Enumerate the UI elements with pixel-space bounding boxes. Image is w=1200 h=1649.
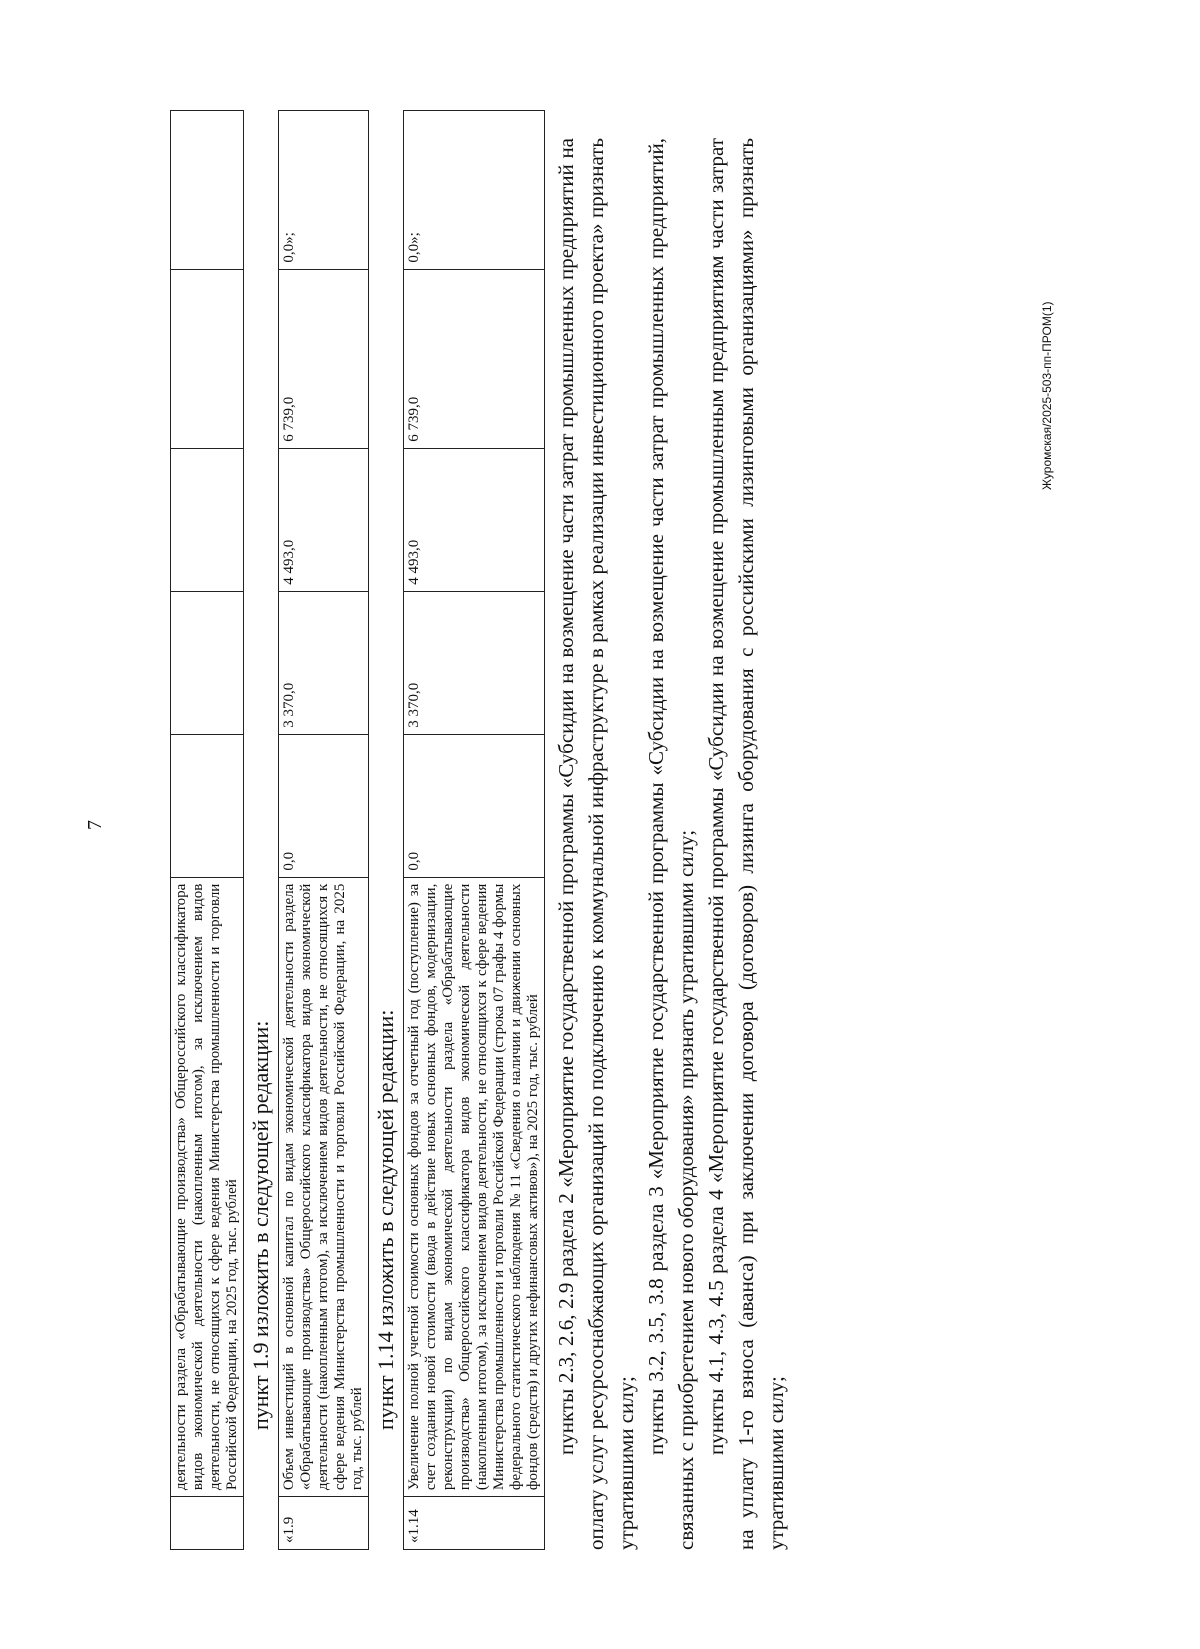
- cell-indicator: Увеличение полной учетной стоимости основных фондов за отчетный год (поступление) за счет создания новой стоимости (ввода в действие новых основных фондов, модернизации, реконструкции) по видам экономической деятельности раздела «Обрабатывающие производства» Общероссийского классификатора видов экономической деятельности (накопленным итогом), за исключением видов деятельности, не относящихся к сфере ведения Министерства промышленности и торговли Российской Федерации (строка 07 графы 4 формы федерального статистического наблюдения № 11 «Сведения о наличии и движении основных фондов (средств) и других нефинансовых активов»), на 2025 год, тыс. рублей: [404, 877, 545, 1497]
- cell-value: 0,0: [279, 734, 369, 877]
- cell-value: 0,0: [404, 734, 545, 877]
- cell-value: 3 370,0: [404, 591, 545, 734]
- table-row: [279, 111, 369, 1550]
- cell-value: 4 493,0: [404, 448, 545, 591]
- section-heading-1-9: пункт 1.9 изложить в следующей редакции:: [248, 1020, 273, 1430]
- cell-value: 0,0»;: [404, 111, 545, 270]
- paragraph: пункты 2.3, 2.6, 2.9 раздела 2 «Мероприятие государственной программы «Субсидии на возмещение части затрат промышленных предприятий на оплату услуг ресурсоснабжающих организаций по подключению к коммунальной инфраструктуре в рамках реализации инвестиционного проекта» признать утратившими силу;: [554, 138, 638, 1550]
- table-row: [404, 111, 545, 1550]
- cell-value: [171, 111, 244, 270]
- table-row: [171, 111, 244, 1550]
- cell-number: [171, 1497, 244, 1550]
- cell-value: 6 739,0: [279, 269, 369, 448]
- cell-value: 3 370,0: [279, 591, 369, 734]
- cell-value: 4 493,0: [279, 448, 369, 591]
- cell-value: [171, 734, 244, 877]
- cell-value: [171, 591, 244, 734]
- rotated-page-content: [170, 110, 1020, 1550]
- cell-value: 6 739,0: [404, 269, 545, 448]
- cell-number: «1.9: [279, 1497, 369, 1550]
- cell-value: 0,0»;: [279, 111, 369, 270]
- cell-value: [171, 269, 244, 448]
- table-1-14: [403, 110, 545, 1550]
- table-fragment: [170, 110, 244, 1550]
- table-1-9: [278, 110, 369, 1550]
- document-footer: Журомская/2025-503-пп-ПРОМ(1): [1040, 301, 1054, 490]
- page-number: 7: [84, 820, 106, 830]
- cell-indicator: Объем инвестиций в основной капитал по видам экономической деятельности раздела «Обрабатывающие производства» Общероссийского классификатора видов экономической деятельности (накопленным итогом), за исключением видов деятельности, не относящихся к сфере ведения Министерства промышленности и торговли Российской Федерации, на 2025 год, тыс. рублей: [279, 877, 369, 1497]
- cell-number: «1.14: [404, 1497, 545, 1550]
- cell-value: [171, 448, 244, 591]
- paragraph: пункты 3.2, 3.5, 3.8 раздела 3 «Мероприятие государственной программы «Субсидии на возмещение части затрат промышленных предприятий, связанных с приобретением нового оборудования» признать утратившими силу;: [644, 138, 698, 1550]
- cell-indicator: деятельности раздела «Обрабатывающие производства» Общероссийского классификатора видов экономической деятельности (накопленным итогом), за исключением видов деятельности, не относящихся к сфере ведения Министерства промышленности и торговли Российской Федерации, на 2025 год, тыс. рублей: [171, 877, 244, 1497]
- paragraph: пункты 4.1, 4.3, 4.5 раздела 4 «Мероприятие государственной программы «Субсидии на возмещение промышленным предприятиям части затрат на уплату 1-го взноса (аванса) при заключении договора (договоров) лизинга оборудования с российскими лизинговыми организациями» признать утратившими силу;: [704, 138, 788, 1550]
- section-heading-1-14: пункт 1.14 изложить в следующей редакции:: [373, 1009, 398, 1430]
